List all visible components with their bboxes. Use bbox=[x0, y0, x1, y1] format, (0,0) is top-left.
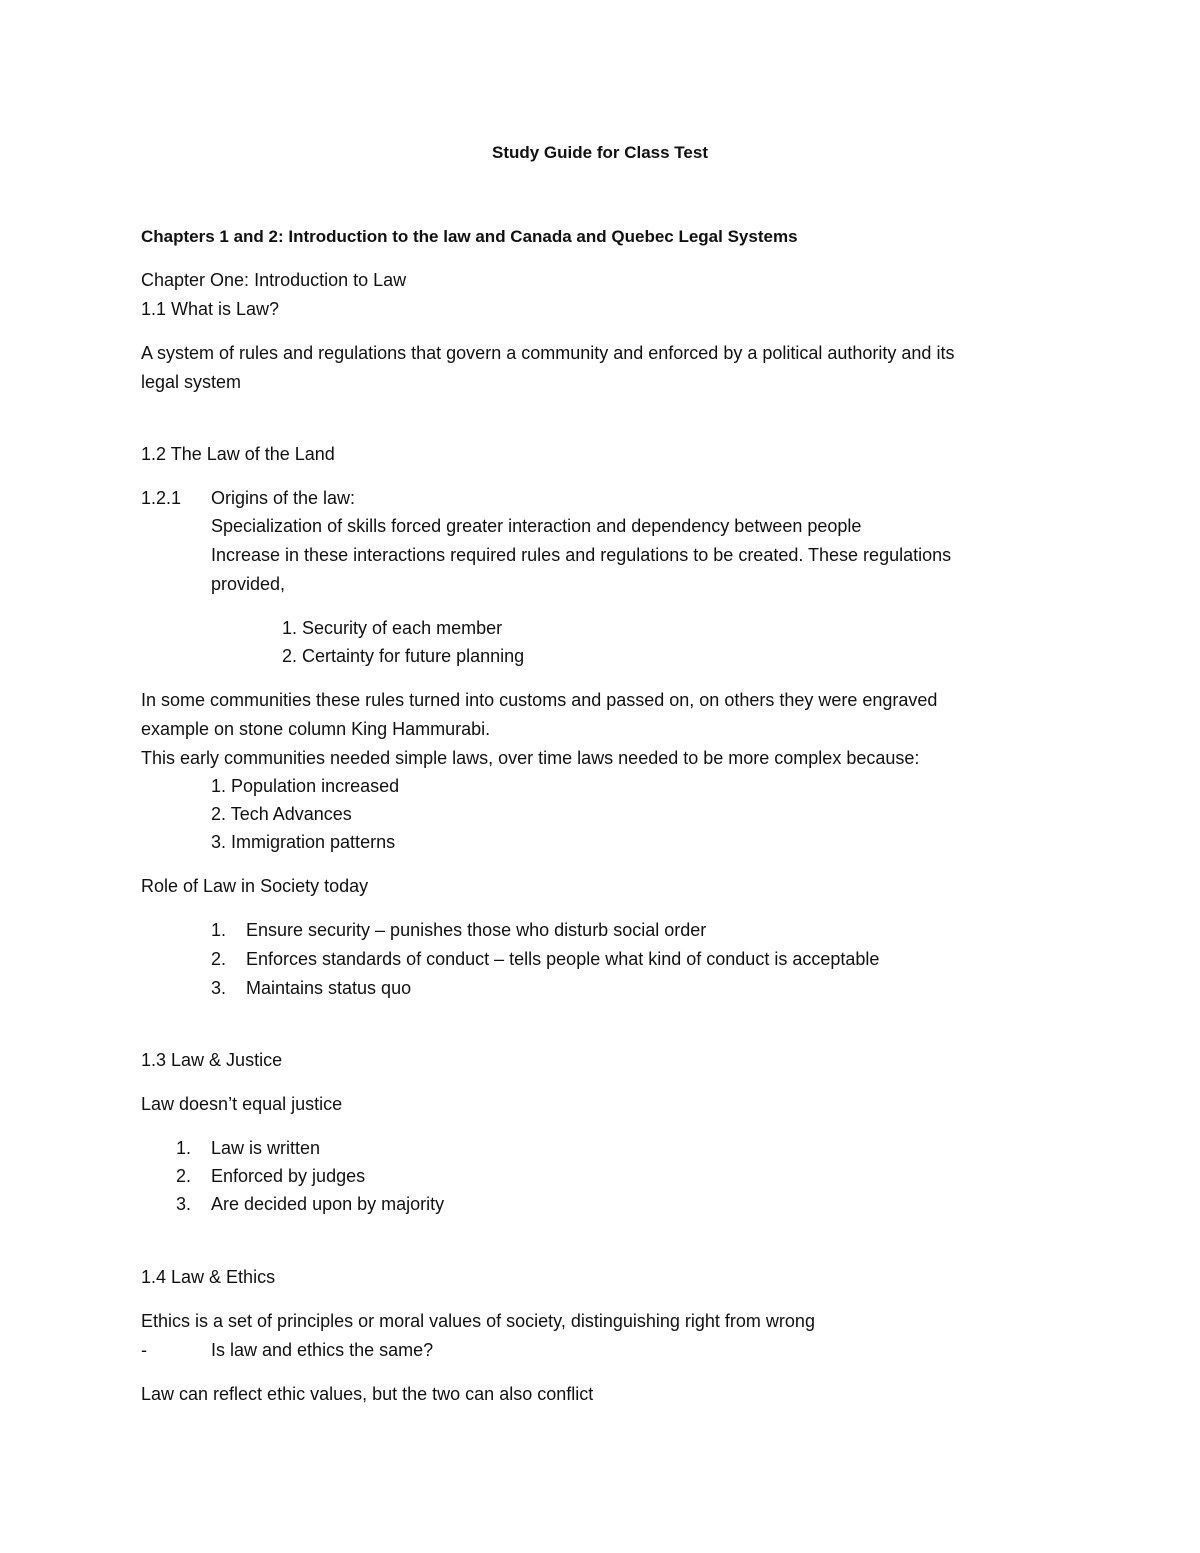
justice-item-text: Are decided upon by majority bbox=[211, 1194, 445, 1214]
complexity-paragraph: This early communities needed simple laws, over time laws needed to be more complex because: bbox=[141, 748, 920, 768]
chapter-heading: Chapters 1 and 2: Introduction to the law and Canada and Quebec Legal Systems bbox=[141, 227, 798, 246]
page-title: Study Guide for Class Test bbox=[491, 143, 708, 162]
complexity-item: 2. Tech Advances bbox=[211, 804, 352, 824]
ethics-definition: Ethics is a set of principles or moral values of society, distinguishing right from wrong bbox=[141, 1311, 815, 1331]
subsection-title: Origins of the law: bbox=[211, 488, 356, 508]
customs-paragraph-line1: In some communities these rules turned into customs and passed on, on others they were engraved bbox=[141, 690, 938, 710]
role-item-number: 1. bbox=[211, 920, 227, 940]
role-item-number: 3. bbox=[211, 978, 227, 998]
role-item-text: Maintains status quo bbox=[246, 978, 412, 998]
customs-paragraph-line2: example on stone column King Hammurabi. bbox=[141, 719, 491, 739]
subsection-number: 1.2.1 bbox=[141, 488, 182, 508]
section-1-3-heading: 1.3 Law & Justice bbox=[141, 1050, 283, 1070]
provided-item: 2. Certainty for future planning bbox=[282, 646, 525, 666]
ethics-conclusion: Law can reflect ethic values, but the two can also conflict bbox=[141, 1384, 594, 1404]
section-1-1-heading: 1.1 What is Law? bbox=[141, 299, 280, 319]
justice-item-number: 1. bbox=[176, 1138, 192, 1158]
justice-item-text: Law is written bbox=[211, 1138, 321, 1158]
justice-item-text: Enforced by judges bbox=[211, 1166, 366, 1186]
origins-line3: provided, bbox=[211, 574, 286, 594]
origins-line2: Increase in these interactions required rules and regulations to be created. These regulations bbox=[211, 545, 952, 565]
ethics-bullet: - bbox=[141, 1340, 147, 1360]
law-definition-line2: legal system bbox=[141, 372, 242, 392]
provided-item: 1. Security of each member bbox=[282, 618, 503, 638]
section-1-4-heading: 1.4 Law & Ethics bbox=[141, 1267, 276, 1287]
complexity-item: 1. Population increased bbox=[211, 776, 400, 796]
justice-item-number: 2. bbox=[176, 1166, 192, 1186]
role-item-number: 2. bbox=[211, 949, 227, 969]
section-1-2-heading: 1.2 The Law of the Land bbox=[141, 444, 335, 464]
origins-line1: Specialization of skills forced greater interaction and dependency between people bbox=[211, 516, 862, 536]
justice-item-number: 3. bbox=[176, 1194, 192, 1214]
chapter-one-heading: Chapter One: Introduction to Law bbox=[141, 270, 407, 290]
role-heading: Role of Law in Society today bbox=[141, 876, 369, 896]
law-definition-line1: A system of rules and regulations that govern a community and enforced by a political authority and its bbox=[141, 343, 955, 363]
complexity-item: 3. Immigration patterns bbox=[211, 832, 396, 852]
justice-intro: Law doesn’t equal justice bbox=[141, 1094, 343, 1114]
ethics-question: Is law and ethics the same? bbox=[211, 1340, 434, 1360]
role-item-text: Ensure security – punishes those who disturb social order bbox=[246, 920, 707, 940]
role-item-text: Enforces standards of conduct – tells people what kind of conduct is acceptable bbox=[246, 949, 880, 969]
